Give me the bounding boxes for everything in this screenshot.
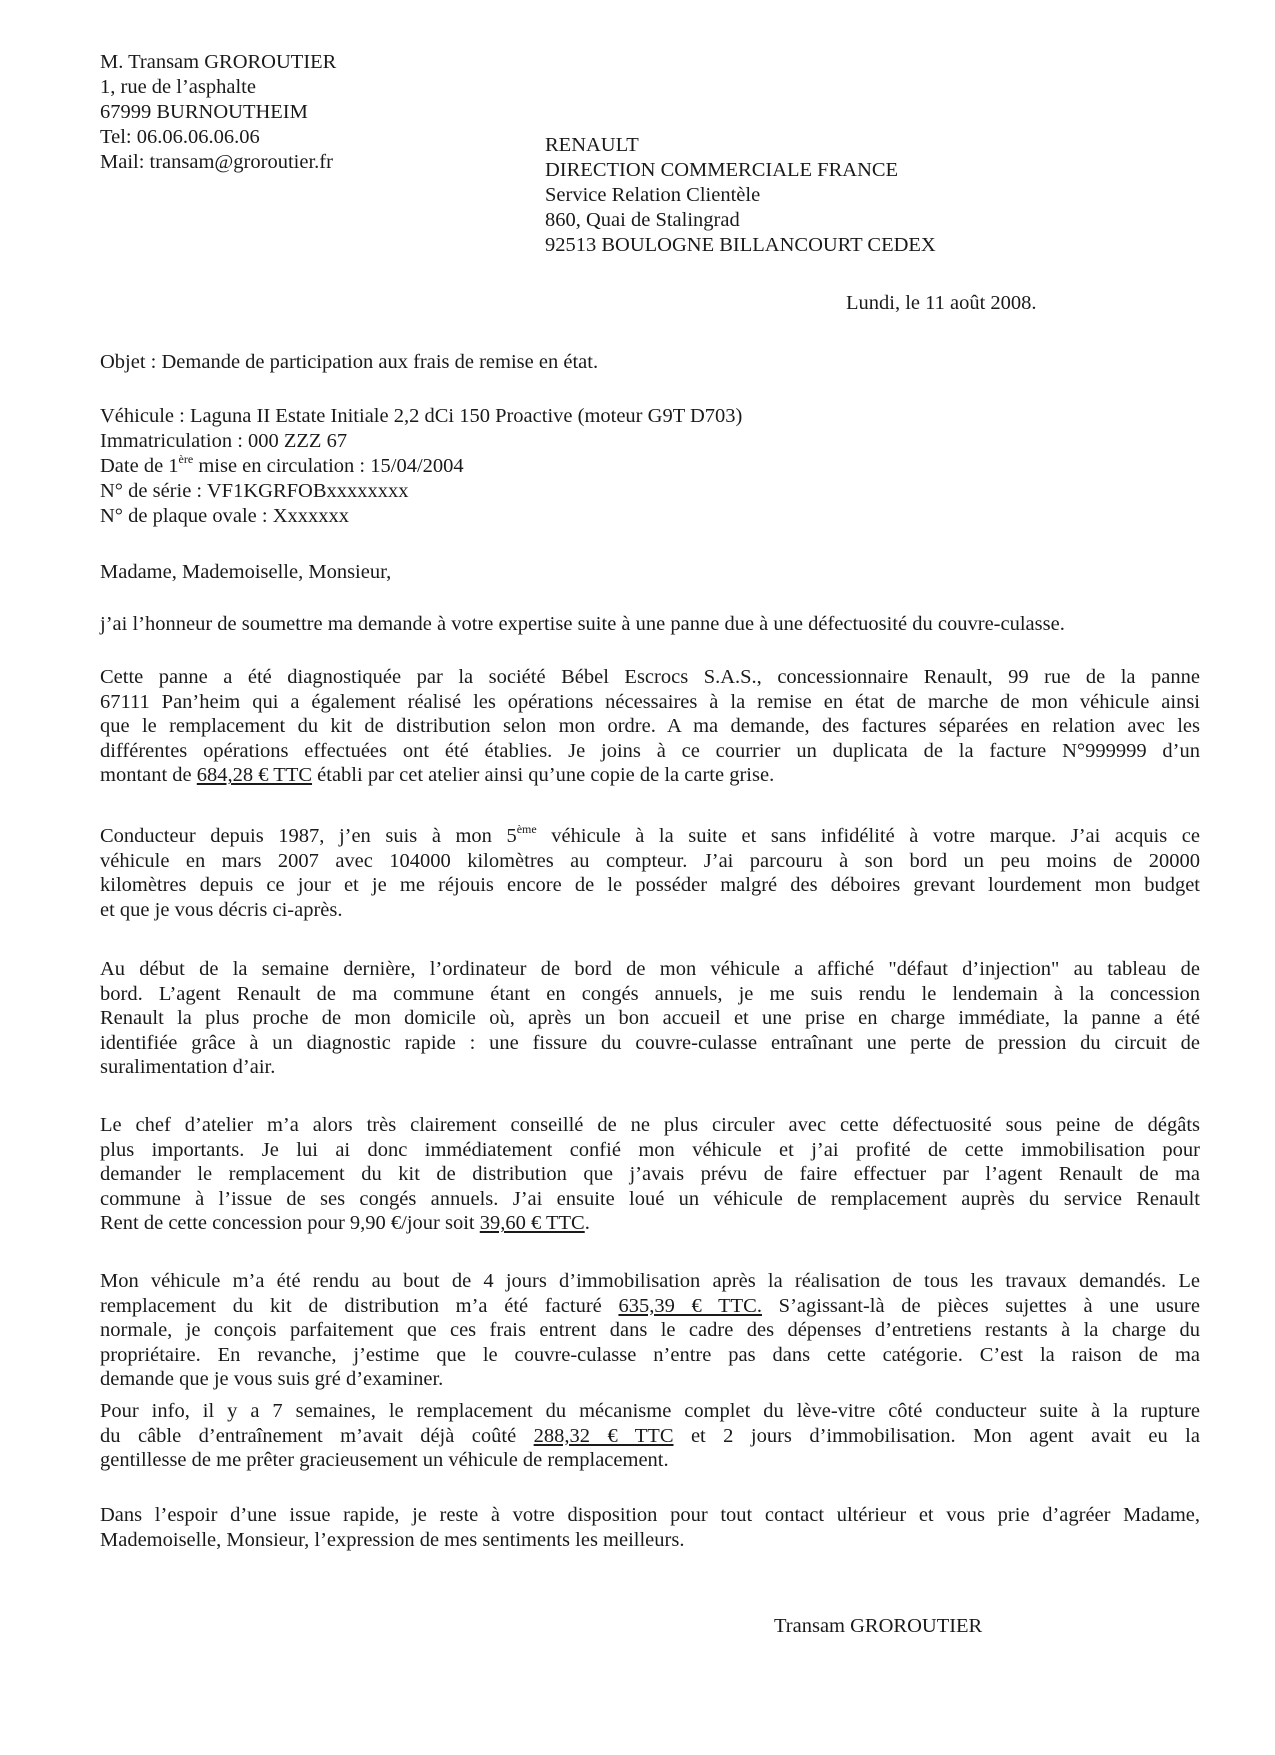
paragraph-5: Le chef d’atelier m’a alors très clairement conseillé de ne plus circuler avec cette défectuosité sous peine de dégâts plus importants. Je lui ai donc immédiatement confié mon véhicule et j’ai profité de cette immobilisation pour demander le remplacement du kit de distribution que j’avais prévu de faire effectuer par l’agent Renault de ma commune à l’issue de ses congés annuels. J’ai ensuite loué un véhicule de remplacement auprès du service Renault Rent de cette concession pour 9,90 €/jour soit 39,60 € TTC. xyxy=(100,1114,1200,1235)
letter-subject: Objet : Demande de participation aux frais de remise en état. xyxy=(100,351,599,373)
signature-name: Transam GROROUTIER xyxy=(774,1615,983,1637)
vehicle-first-registration: Date de 1ère mise en circulation : 15/04/2004 xyxy=(100,452,464,477)
sender-name: M. Transam GROROUTIER xyxy=(100,51,337,73)
paragraph-6: Mon véhicule m’a été rendu au bout de 4 jours d’immobilisation après la réalisation de tous les travaux demandés. Le remplacement du kit de distribution m’a été facturé 635,39 € TTC. S’agissant-là de pièces sujettes à une usure normale, je conçois parfaitement que ces frais entrent dans le cadre des dépenses d’entretiens restants à la charge du propriétaire. En revanche, j’estime que le couvre-culasse n’entre pas dans cette catégorie. C’est la raison de ma demande que je vous suis gré d’examiner. xyxy=(100,1270,1200,1391)
recipient-department: DIRECTION COMMERCIALE FRANCE xyxy=(545,159,899,181)
paragraph-7: Pour info, il y a 7 semaines, le remplacement du mécanisme complet du lève-vitre côté conducteur suite à la rupture du câble d’entraînement m’avait déjà coûté 288,32 € TTC et 2 jours d’immobilisation. Mon agent avait eu la gentillesse de me prêter gracieusement un véhicule de remplacement. xyxy=(100,1400,1200,1472)
paragraph-3: Conducteur depuis 1987, j’en suis à mon 5ème véhicule à la suite et sans infidélité à votre marque. J’ai acquis ce véhicule en mars 2007 avec 104000 kilomètres au compteur. J’ai parcouru à son bord un peu moins de 20000 kilomètres depuis ce jour et je me réjouis encore de le posséder malgré des déboires grevant lourdement mon budget et que je vous décris ci-après. xyxy=(100,822,1201,921)
salutation: Madame, Mademoiselle, Monsieur, xyxy=(100,561,392,583)
sender-phone: Tel: 06.06.06.06.06 xyxy=(100,126,260,148)
vehicle-model: Véhicule : Laguna II Estate Initiale 2,2 dCi 150 Proactive (moteur G9T D703) xyxy=(100,405,743,427)
sender-address xyxy=(100,50,336,175)
recipient-company: RENAULT xyxy=(545,134,639,156)
paragraph-4: Au début de la semaine dernière, l’ordinateur de bord de mon véhicule a affiché "défaut d’injection" au tableau de bord. L’agent Renault de ma commune étant en congés annuels, je me suis rendu le lendemain à la concession Renault la plus proche de mon domicile où, après un bon accueil et une prise en charge immédiate, la panne a été identifiée grâce à un diagnostic rapide : une fissure du couvre-culasse entraînant une perte de pression du circuit de suralimentation d’air. xyxy=(100,958,1200,1079)
paragraph-2: Cette panne a été diagnostiquée par la société Bébel Escrocs S.A.S., concessionnaire Renault, 99 rue de la panne 67111 Pan’heim qui a également réalisé les opérations nécessaires à la remise en état de marche de mon véhicule ainsi que le remplacement du kit de distribution selon mon ordre. A ma demande, des factures séparées en relation avec les différentes opérations effectuées ont été établies. Je joins à ce courrier un duplicata de la facture N°999999 d’un montant de 684,28 € TTC établi par cet atelier ainsi qu’une copie de la carte grise. xyxy=(100,666,1200,787)
recipient-service: Service Relation Clientèle xyxy=(545,184,761,206)
vehicle-serial: N° de série : VF1KGRFOBxxxxxxxx xyxy=(100,480,409,502)
rental-amount: 39,60 € TTC xyxy=(479,1212,585,1235)
paragraph-closing: Dans l’espoir d’une issue rapide, je reste à votre disposition pour tout contact ultérieur et vous prie d’agréer Madame, Mademoiselle, Monsieur, l’expression de mes sentiments les meilleurs. xyxy=(100,1504,1200,1551)
letter-date: Lundi, le 11 août 2008. xyxy=(846,292,1037,314)
vehicle-registration: Immatriculation : 000 ZZZ 67 xyxy=(100,430,348,452)
window-repair-amount: 288,32 € TTC xyxy=(533,1424,674,1447)
invoice-amount: 684,28 € TTC xyxy=(196,764,313,787)
recipient-address xyxy=(545,133,936,258)
paragraph-1: j’ai l’honneur de soumettre ma demande à votre expertise suite à une panne due à une défectuosité du couvre-culasse. xyxy=(100,613,1065,635)
distribution-kit-amount: 635,39 € TTC. xyxy=(618,1294,762,1317)
sender-city: 67999 BURNOUTHEIM xyxy=(100,101,308,123)
sender-street: 1, rue de l’asphalte xyxy=(100,76,256,98)
recipient-city: 92513 BOULOGNE BILLANCOURT CEDEX xyxy=(545,234,936,256)
vehicle-plate: N° de plaque ovale : Xxxxxxx xyxy=(100,505,350,527)
vehicle-details xyxy=(100,404,742,529)
sender-email: Mail: transam@groroutier.fr xyxy=(100,151,333,173)
recipient-street: 860, Quai de Stalingrad xyxy=(545,209,740,231)
